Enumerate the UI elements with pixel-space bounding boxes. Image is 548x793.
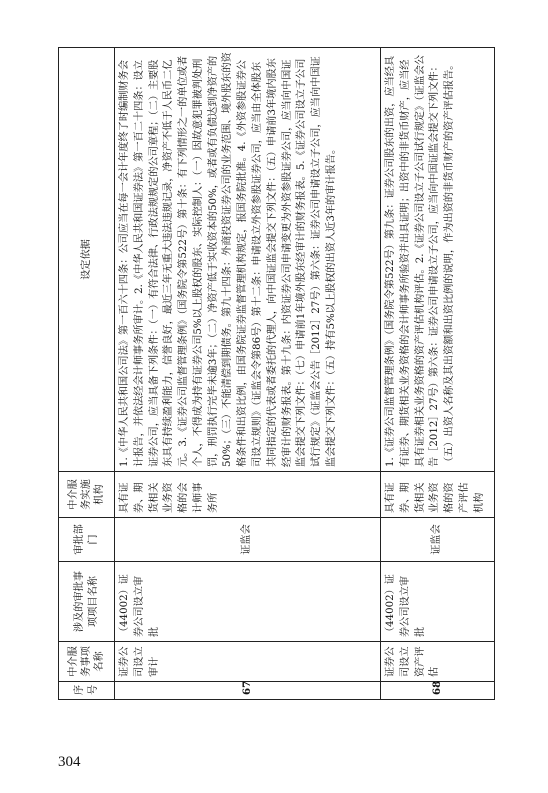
intermediary-services-table [58, 47, 495, 700]
cell-approval-item: （44002）证券公司设立审批 [381, 562, 495, 642]
cell-dept: 证监会 [115, 518, 381, 562]
header-approval-item: 涉及的审批事项项目名称 [59, 562, 115, 642]
rotated-table-container [58, 48, 494, 700]
cell-seq: 68 [381, 682, 495, 700]
header-basis: 设定依据 [59, 48, 115, 472]
cell-basis: 1.《证券公司监督管理条例》（国务院令第522号）第九条：证券公司股东的出资，应当经具有证券、期货相关业务资格的会计师事务所验资并出具证明；出资中的非货币财产，应当经具有证券相关业务资格的资产评估机构评估。2.《证券公司设立子公司试行规定》（证监会公告［2012］27号）第六条：证券公司申请设立子公司，应当向中国证监会提交下列文件：（五）出资人名称及其出资额和出资比例的说明，作为出资的非货币财产的资产评估报告。 [381, 48, 495, 472]
header-item-name: 中介服务事项名称 [59, 642, 115, 682]
header-seq: 序号 [59, 682, 115, 700]
header-dept: 审批部门 [59, 518, 115, 562]
cell-dept: 证监会 [381, 518, 495, 562]
header-agency: 中介服务实施机构 [59, 472, 115, 518]
table-header-row [59, 48, 115, 700]
cell-basis: 1.《中华人民共和国公司法》第一百六十四条：公司应当在每一会计年度终了时编制财务会计报告，并依法经会计师事务所审计。2.《中华人民共和国证券法》第一百二十四条：设立证券公司，应当具备下列条件：（一）有符合法律、行政法规规定的公司章程；（二）主要股东具有持续盈利能力，信誉良好，最近三年无重大违法违规记录，净资产不低于人民币二亿元。3.《证券公司监督管理条例》（国务院令第522号）第十条：有下列情形之一的单位或者个人，不得成为持有证券公司5%以上股权的股东、实际控制人：（一）因故意犯罪被判处刑罚，刑罚执行完毕未逾3年；（二）净资产低于实收资本的50%，或者或有负债达到净资产的50%；（三）不能清偿到期债务。第九十四条：外商投资证券公司的业务范围、境外股东的资格条件和出资比例，由国务院证券监督管理机构规定，报国务院批准。4.《外资参股证券公司设立规则》（证监会令第86号）第十二条：申请设立外资参股证券公司，应当由全体股东共同指定的代表或者委托的代理人，向中国证监会提交下列文件：（五）申请前3年境内股东经审计的财务报表。第十九条：内资证券公司申请变更为外资参股证券公司，应当向中国证监会提交下列文件：（七）申请前1年境外股东经审计的财务报表。5.《证券公司设立子公司试行规定》（证监会公告［2012］27号）第六条：证券公司申请设立子公司，应当向中国证监会提交下列文件：（五）持有5%以上股权的出资人近3年的审计报告。 [115, 48, 381, 472]
cell-agency: 具有证券、期货相关业务资格的资产评估机构 [381, 472, 495, 518]
cell-item-name: 证券公司设立资产评估 [381, 642, 495, 682]
table-row [381, 48, 495, 700]
table-row [115, 48, 381, 700]
page-number: 304 [58, 754, 81, 770]
cell-item-name: 证券公司设立审计 [115, 642, 381, 682]
cell-approval-item: （44002）证券公司设立审批 [115, 562, 381, 642]
cell-seq: 67 [115, 682, 381, 700]
cell-agency: 具有证券、期货相关业务资格的会计师事务所 [115, 472, 381, 518]
